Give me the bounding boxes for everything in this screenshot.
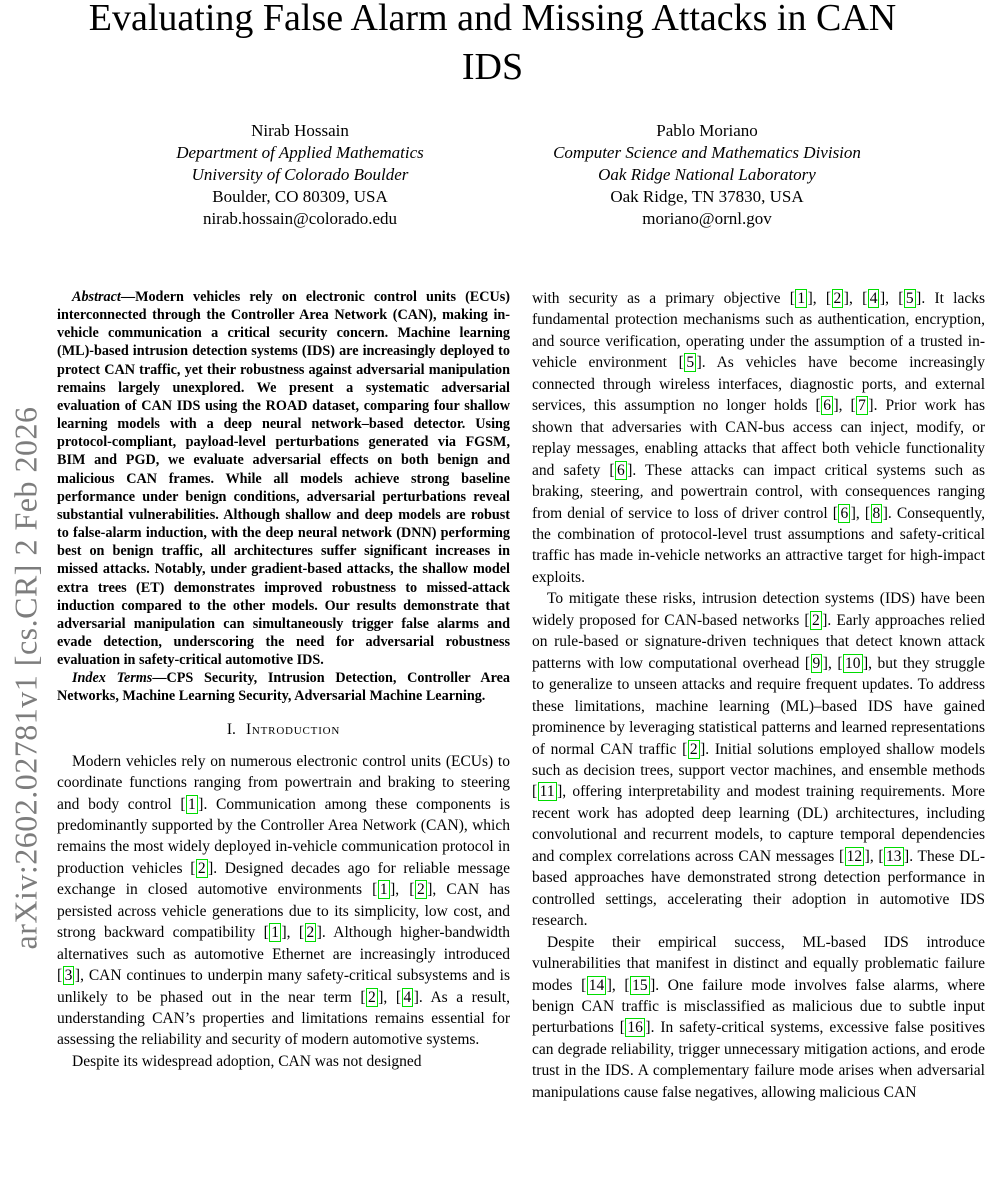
citation-link[interactable]: 3: [64, 967, 73, 985]
section-title: Introduction: [245, 720, 341, 738]
author-institution: Oak Ridge National Laboratory: [598, 165, 816, 184]
column-left: [57, 288, 510, 1103]
body-paragraph: Despite its widespread adoption, CAN was not designed: [72, 1052, 422, 1070]
citation-link[interactable]: 4: [869, 290, 878, 307]
author-email: nirab.hossain@colorado.edu: [202, 209, 398, 228]
section-number: I.: [226, 720, 236, 738]
author-email: moriano@ornl.gov: [642, 209, 772, 228]
author-address: Oak Ridge, TN 37830, USA: [610, 187, 804, 206]
author-institution: University of Colorado Boulder: [191, 165, 409, 184]
citation-link[interactable]: 2: [689, 740, 698, 758]
citation-link[interactable]: 1: [188, 795, 196, 813]
citation-link[interactable]: 10: [845, 654, 861, 672]
citation-link[interactable]: 1: [271, 924, 279, 942]
author-department: Computer Science and Mathematics Division: [553, 143, 861, 162]
body-paragraph: Despite their empirical success, ML-based IDS introduce vulnerabilities that manifest in distinct and equally problematic failure modes [ 14 ], [ 15 ]. One failure mode involves false alarms, where benign CAN traffic is misclassified as malicious due to subtle input perturbations [ 16 ]. In safety-critical systems, excessive false positives can degrade reliability, trigger unnecessary mitigation actions, and erode trust in the IDS. A complementary failure mode arises when adversarial manipulations cause false negatives, allowing malicious CAN: [532, 933, 985, 1101]
citation-link[interactable]: 16: [627, 1019, 643, 1037]
citation-link[interactable]: 6: [823, 397, 831, 415]
citation-link[interactable]: 4: [403, 988, 412, 1006]
citation-link[interactable]: 5: [686, 354, 695, 372]
citation-link[interactable]: 6: [840, 504, 849, 522]
citation-link[interactable]: 11: [539, 783, 555, 801]
body-paragraph: with security as a primary objective [ 1 ], [ 2 ], [ 4 ], [ 5 ]. It lacks fundamental protection mechanisms such as authentication, encryption, and source verification, operating under the assumption of a trusted in-vehicle environment [ 5 ]. As vehicles have become increasingly connected through wireless interfaces, diagnostic ports, and external services, this assumption no longer holds [ 6 ], [ 7 ]. Prior work has shown that adversaries with CAN-bus access can inject, modify, or replay messages, enabling attacks that affect both vehicle functionality and safety [ 6 ]. These attacks can impact critical systems such as braking, steering, and powertrain control, with consequences ranging from denial of service to loss of driver control [ 6 ], [ 8 ]. Consequently, the combination of protocol-level trust assumptions and safety-critical traffic has made in-vehicle networks an attractive target for high-impact exploits.: [532, 290, 985, 586]
body-paragraph: Modern vehicles rely on numerous electronic control units (ECUs) to coordinate functions ranging from powertrain and braking to steering and body control [ 1 ]. Communication among these components is predominantly supported by the Controller Area Network (CAN), which remains the most widely deployed in-vehicle communication protocol in production vehicles [ 2 ]. Designed decades ago for reliable message exchange in closed automotive environments [ 1 ], [ 2 ], CAN has persisted across vehicle generations due to its simplicity, low cost, and strong backward compatibility [ 1 ], [ 2 ]. Although higher-bandwidth alternatives such as automotive Ethernet are increasingly introduced [ 3 ], CAN continues to underpin many safety-critical subsystems and is unlikely to be phased out in the near term [ 2 ], [ 4 ]. As a result, understanding CAN’s properties and limitations remains essential for assessing the reliability and security of modern automotive systems.: [57, 752, 511, 1049]
author-block-1: [85, 120, 515, 230]
citation-link[interactable]: 2: [416, 881, 425, 899]
paper-title-text: Evaluating False Alarm and Missing Attacks in CAN IDS: [88, 0, 897, 88]
citation-link[interactable]: 2: [197, 859, 206, 877]
citation-link[interactable]: 12: [846, 847, 863, 865]
citation-link[interactable]: 8: [872, 504, 881, 522]
citation-link[interactable]: 15: [632, 976, 648, 994]
citation-link[interactable]: 6: [617, 461, 625, 479]
section-heading-introduction: [57, 721, 510, 739]
arxiv-watermark: arXiv:2602.02781v1 [cs.CR] 2 Feb 2026: [7, 406, 44, 950]
index-terms-paragraph: [57, 669, 510, 705]
author-name: Pablo Moriano: [656, 121, 758, 140]
citation-link[interactable]: 2: [812, 611, 820, 629]
citation-link[interactable]: 1: [797, 290, 806, 307]
author-department: Department of Applied Mathematics: [176, 143, 424, 162]
citation-link[interactable]: 2: [368, 988, 376, 1006]
author-block-2: [492, 120, 922, 230]
two-column-body: [57, 288, 985, 1103]
citation-link[interactable]: 14: [588, 976, 605, 994]
citation-link[interactable]: 5: [905, 290, 914, 307]
citation-link[interactable]: 9: [812, 654, 821, 672]
body-paragraph: To mitigate these risks, intrusion detection systems (IDS) have been widely proposed for CAN-based networks [ 2 ]. Early approaches relied on rule-based or signature-driven techniques that detect known attack patterns with low computational overhead [ 9 ], [ 10 ], but they struggle to generalize to unseen attacks and require frequent updates. To address these limitations, machine learning (ML)–based IDS have gained prominence by leveraging statistical patterns and learned representations of normal CAN traffic [ 2 ]. Initial solutions employed shallow models such as decision trees, support vector machines, and ensemble methods [ 11 ], offering interpretability and modest training requirements. More recent work has adopted deep learning (DL) architectures, including convolutional and recurrent models, to capture temporal dependencies and complex correlations across CAN messages [ 12 ], [ 13 ]. These DL-based approaches have demonstrated strong detection performance in controlled settings, accelerating their adoption in automotive IDS research.: [532, 590, 985, 930]
index-terms-label: Index Terms: [72, 670, 153, 687]
abstract-paragraph: [57, 288, 510, 669]
citation-link[interactable]: 13: [886, 847, 902, 865]
index-terms-text: —CPS Security, Intrusion Detection, Controller Area Networks, Machine Learning Security, Adversarial Machine Learning.: [57, 670, 510, 705]
author-name: Nirab Hossain: [251, 121, 349, 140]
abstract-text: —Modern vehicles rely on electronic control units (ECUs) interconnected through the Controller Area Network (CAN), making in-vehicle communication a critical security concern. Machine learning (ML)-based intrusion detection systems (IDS) are increasingly deployed to protect CAN traffic, yet their robustness against adversarial manipulation remains largely unexplored. We present a systematic adversarial evaluation of CAN IDS using the ROAD dataset, comparing four shallow learning models with a deep neural network–based detector. Using protocol-compliant, payload-level perturbations generated via FGSM, BIM and PGD, we evaluate adversarial effects on both benign and malicious CAN frames. While all models achieve strong baseline performance under benign conditions, adversarial perturbations reveal substantial vulnerabilities. Although shallow and deep models are robust to false-alarm induction, with the deep neural network (DNN) performing best on benign traffic, all architectures suffer significant increases in missed attacks. Notably, under gradient-based attacks, the shallow model extra trees (ET) demonstrates improved robustness to missed-attack induction compared to the other models. Our results demonstrate that adversarial manipulation can simultaneously trigger false alarms and evade detection, underscoring the need for adversarial robustness evaluation in safety-critical automotive IDS.: [57, 289, 510, 669]
paper-title: [57, 0, 928, 92]
citation-link[interactable]: 7: [858, 397, 866, 415]
abstract-label: Abstract: [72, 289, 121, 305]
citation-link[interactable]: 1: [379, 881, 388, 899]
citation-link[interactable]: 2: [833, 290, 842, 307]
author-address: Boulder, CO 80309, USA: [212, 187, 388, 206]
column-right: [532, 288, 985, 1103]
citation-link[interactable]: 2: [306, 924, 315, 942]
